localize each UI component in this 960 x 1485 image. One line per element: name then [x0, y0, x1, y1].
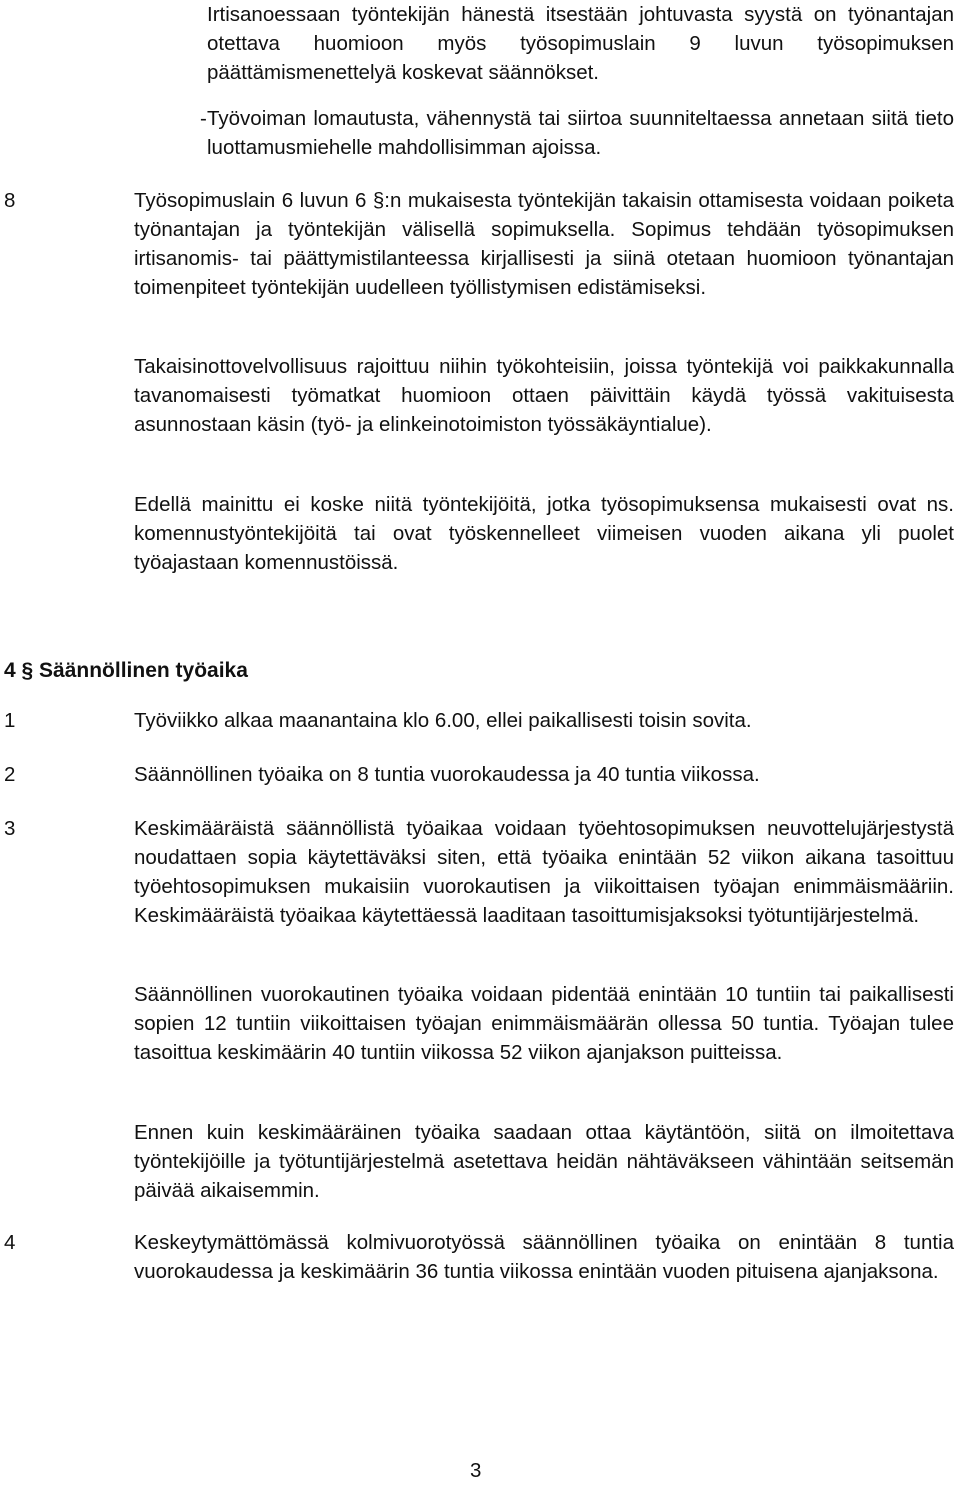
item-8-paragraph-3: Edellä mainittu ei koske niitä työntekijöitä, jotka työsopimuksensa mukaisesti ovat ns. komennustyöntekijöitä tai ovat työskennelleet viimeisen vuoden aikana yli puolet työajastaan komennustöissä.: [134, 493, 954, 574]
section-4-item-3-paragraph-1: Keskimääräistä säännöllistä työaikaa voidaan työehtosopimuksen neuvottelujärjestystä noudattaen sopia käytettäväksi siten, että työaika enintään 52 viikon aikana tasoittuu työehtosopimuksen mukaisiin vuorokautisen ja viikoittaisen työajan enimmäismääriin. Keskimääräistä työaikaa käytettäessä laaditaan tasoittumisjaksoksi työtuntijärjestelmä.: [134, 817, 954, 927]
item-number: 4: [4, 1231, 16, 1254]
dash-bullet: -: [200, 107, 207, 130]
item-8-paragraph-2: Takaisinottovelvollisuus rajoittuu niihin työkohteisiin, joissa työntekijä voi paikkakunnalla tavanomaisesti työmatkat huomioon ottaen päivittäin käydä työssä vakituisesta asunnostaan käsin (työ- ja elinkeinotoimiston työssäkäyntialue).: [134, 355, 954, 436]
section-heading: 4 § Säännöllinen työaika: [4, 659, 248, 682]
section-4-item-4-text: Keskeytymättömässä kolmivuorotyössä säännöllinen työaika on enintään 8 tuntia vuorokaudessa ja keskimäärin 36 tuntia viikossa enintään vuoden pituisena ajanjaksona.: [134, 1231, 954, 1283]
item-number: 1: [4, 709, 16, 732]
section-4-item-2-text: Säännöllinen työaika on 8 tuntia vuorokaudessa ja 40 tuntia viikossa.: [134, 763, 760, 786]
intro-paragraph: Irtisanoessaan työntekijän hänestä itsestään johtuvasta syystä on työnantajan otettava huomioon myös työsopimuslain 9 luvun työsopimuksen päättämismenettelyä koskevat säännökset.: [207, 3, 954, 84]
item-number: 2: [4, 763, 16, 786]
section-4-item-1-text: Työviikko alkaa maanantaina klo 6.00, ellei paikallisesti toisin sovita.: [134, 709, 752, 732]
item-8-paragraph-1: Työsopimuslain 6 luvun 6 §:n mukaisesta työntekijän takaisin ottamisesta voidaan poiketa työnantajan ja työntekijän välisellä sopimuksella. Sopimus tehdään työsopimuksen irtisanomis- tai päättymistilanteessa kirjallisesti ja siinä otetaan huomioon työnantajan toimenpiteet työntekijän uudelleen työllistymisen edistämiseksi.: [134, 189, 954, 299]
item-number: 3: [4, 817, 16, 840]
section-4-item-3-paragraph-2: Säännöllinen vuorokautinen työaika voidaan pidentää enintään 10 tuntiin tai paikallisesti sopien 12 tuntiin viikoittaisen työajan enimmäismäärän ollessa 50 tuntia. Työajan tulee tasoittua keskimäärin 40 tuntiin viikossa 52 viikon ajanjakson puitteissa.: [134, 983, 954, 1064]
page-number: 3: [470, 1459, 482, 1482]
section-4-item-3-paragraph-3: Ennen kuin keskimääräinen työaika saadaan ottaa käytäntöön, siitä on ilmoitettava työntekijöille ja työtuntijärjestelmä asetettava heidän nähtäväkseen vähintään seitsemän päivää aikaisemmin.: [134, 1121, 954, 1202]
dash-item-text: Työvoiman lomautusta, vähennystä tai siirtoa suunniteltaessa annetaan siitä tieto luottamusmiehelle mahdollisimman ajoissa.: [207, 107, 954, 159]
item-number: 8: [4, 189, 16, 212]
